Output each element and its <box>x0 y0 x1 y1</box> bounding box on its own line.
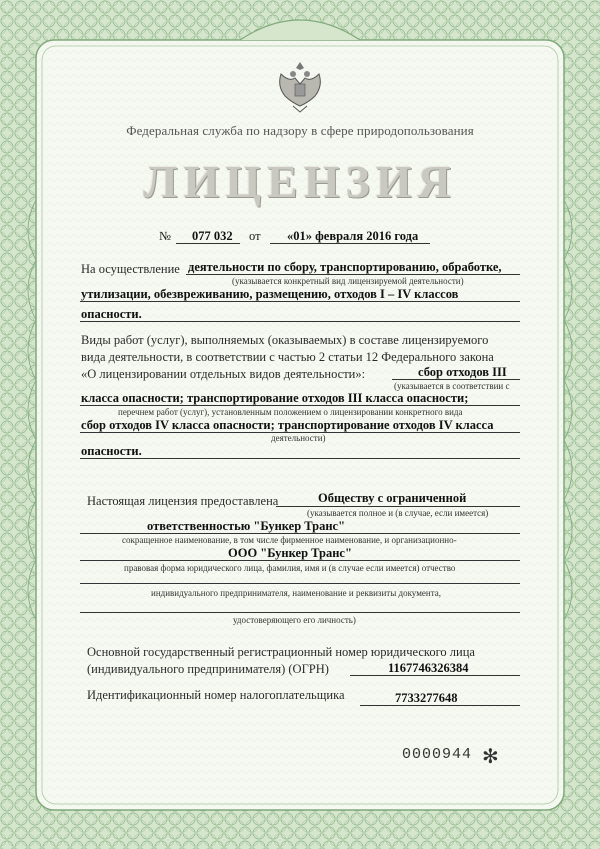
ogrn-value: 1167746326384 <box>388 661 469 675</box>
works-hint-1: (указывается в соответствии с <box>394 381 510 391</box>
agency-name: Федеральная служба по надзору в сфере природопользования <box>126 123 474 138</box>
license-number: 077 032 <box>192 229 233 243</box>
activity-underline-3 <box>80 321 520 322</box>
licensee-underline-5 <box>80 612 520 613</box>
serial-number: 0000944 <box>402 746 473 763</box>
works-hint-2: перечнем работ (услуг), установленным положением о лицензировании конкретного вида <box>118 407 463 417</box>
licensee-label: Настоящая лицензия предоставлена <box>87 494 279 508</box>
works-value-line3: сбор отходов IV класса опасности; транспортирование отходов IV класса <box>81 418 494 432</box>
license-date: «01» февраля 2016 года <box>287 229 419 243</box>
works-value-line4: опасности. <box>81 444 142 458</box>
licensee-hint-2: сокращенное наименование, в том числе фирменное наименование, и организационно- <box>122 535 457 545</box>
licensee-hint-3: правовая форма юридического лица, фамилия, имя и (в случае если имеется) отчество <box>124 563 456 573</box>
works-text-line3: «О лицензировании отдельных видов деятельности»: <box>81 367 366 381</box>
activity-value-line1: деятельности по сбору, транспортированию, обработке, <box>188 260 502 274</box>
works-text-line2: вида деятельности, в соответствии с частью 2 статьи 12 Федерального закона <box>81 350 494 364</box>
licensee-underline-1 <box>276 506 520 507</box>
ogrn-label-line2: (индивидуального предпринимателя) (ОГРН) <box>87 662 329 676</box>
activity-value-line3: опасности. <box>81 307 142 321</box>
ogrn-label-line1: Основной государственный регистрационный номер юридического лица <box>87 645 475 659</box>
works-underline-2 <box>80 405 520 406</box>
works-underline-1 <box>392 379 520 380</box>
licensee-value-line1: Обществу с ограниченной <box>318 491 467 505</box>
licensee-value-line2: ответственностью "Бункер Транс" <box>147 519 346 533</box>
date-underline <box>270 243 430 244</box>
activity-label: На осуществление <box>81 262 180 276</box>
licensee-underline-3 <box>80 560 520 561</box>
activity-value-line2: утилизации, обезвреживанию, размещению, отходов I – IV классов <box>81 287 459 301</box>
licensee-hint-4: индивидуального предпринимателя, наименование и реквизиты документа, <box>151 588 441 598</box>
works-value-line1: сбор отходов III <box>418 365 507 379</box>
works-hint-3: деятельности) <box>271 433 326 443</box>
activity-underline-2 <box>80 301 520 302</box>
activity-underline-1 <box>186 274 520 275</box>
number-prefix: № <box>159 229 171 243</box>
inn-label: Идентификационный номер налогоплательщика <box>87 688 345 702</box>
licensee-hint-1: (указывается полное и (в случае, если имеется) <box>307 508 489 518</box>
licensee-underline-2 <box>80 533 520 534</box>
document-title: ЛИЦЕНЗИЯ <box>143 156 457 207</box>
works-underline-4 <box>80 458 520 459</box>
inn-underline <box>360 705 520 706</box>
licensee-hint-5: удостоверяющего его личность) <box>233 615 356 625</box>
activity-hint: (указывается конкретный вид лицензируемой деятельности) <box>232 276 464 286</box>
number-underline <box>176 243 240 244</box>
star-icon: ✻ <box>482 746 499 768</box>
inn-value: 7733277648 <box>395 691 458 705</box>
works-value-line2: класса опасности; транспортирование отходов III класса опасности; <box>81 391 469 405</box>
works-text-line1: Виды работ (услуг), выполняемых (оказываемых) в составе лицензируемого <box>81 333 489 347</box>
ogrn-underline <box>350 675 520 676</box>
date-prefix: от <box>249 229 261 243</box>
licensee-value-line3: ООО "Бункер Транс" <box>228 546 352 560</box>
licensee-underline-4 <box>80 583 520 584</box>
